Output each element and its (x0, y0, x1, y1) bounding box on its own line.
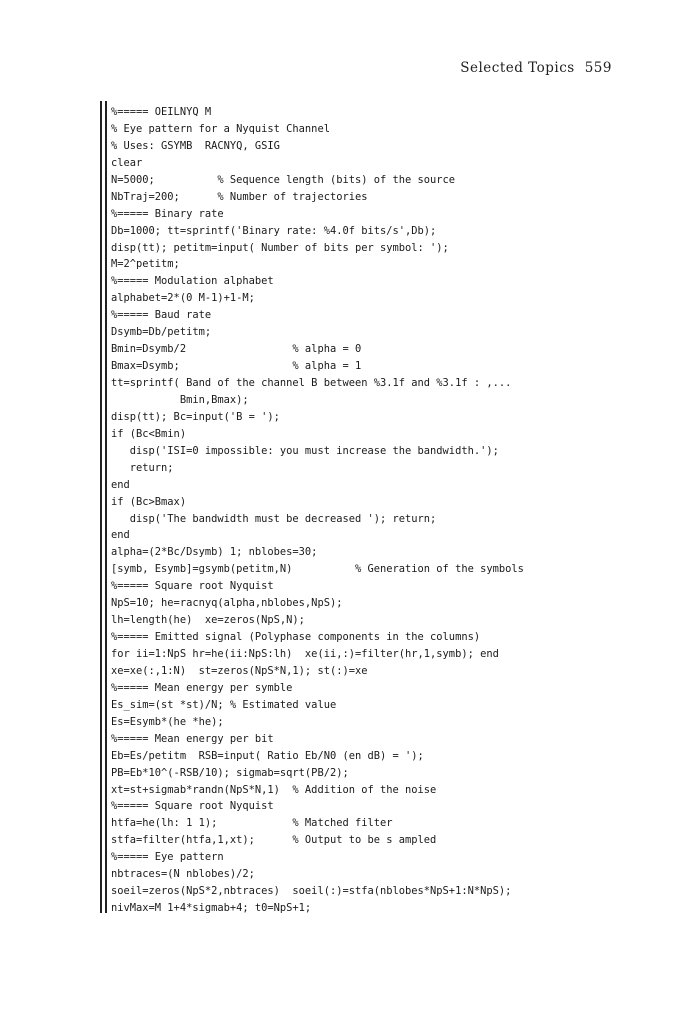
code-line: Dsymb=Db/petitm; (111, 326, 212, 339)
code-line: xe=xe(:,1:N) st=zeros(NpS*N,1); st(:)=xe (111, 664, 368, 677)
code-line: %===== OEILNYQ M (111, 106, 212, 118)
code-line: %===== Modulation alphabet (111, 275, 274, 288)
code-line: Eb=Es/petitm RSB=input( Ratio Eb/N0 (en dB) = '); (111, 749, 424, 762)
code-line: %===== Binary rate (111, 207, 224, 220)
code-line: soeil=zeros(NpS*2,nbtraces) soeil(:)=stfa(nblobes*NpS+1:N*NpS); (111, 885, 512, 898)
code-line: stfa=filter(htfa,1,xt); % Output to be s ampled (111, 834, 437, 847)
code-line: xt=st+sigmab*randn(NpS*N,1) % Addition of the noise (111, 783, 437, 796)
code-line: clear (111, 156, 143, 169)
code-line: disp(tt); Bc=input('B = '); (111, 410, 280, 423)
code-line: if (Bc>Bmax) (111, 495, 187, 508)
code-line: Es=Esymb*(he *he); (111, 715, 224, 728)
code-line: return; (111, 461, 174, 474)
code-line: nbtraces=(N nblobes)/2; (111, 868, 255, 881)
code-line: lh=length(he) xe=zeros(NpS,N); (111, 614, 305, 627)
code-line: NbTraj=200; % Number of trajectories (111, 190, 368, 203)
code-line: alphabet=2*(0 M-1)+1-M; (111, 292, 255, 305)
running-title: Selected Topics (460, 60, 575, 76)
code-line: %===== Square root Nyquist (111, 800, 274, 813)
code-line: %===== Square root Nyquist (111, 580, 274, 593)
code-line: %===== Mean energy per bit (111, 732, 274, 745)
code-line: tt=sprintf( Band of the channel B between %3.1f and %3.1f : ,... (111, 377, 512, 389)
left-rule (100, 101, 102, 913)
code-line: %===== Baud rate (111, 309, 212, 322)
code-line: htfa=he(lh: 1 1); % Matched filter (111, 817, 393, 830)
code-line: Es_sim=(st *st)/N; % Estimated value (111, 698, 337, 711)
code-line: N=5000; % Sequence length (bits) of the source (111, 173, 456, 186)
code-line: %===== Mean energy per symble (111, 681, 293, 694)
code-line: end (111, 478, 130, 491)
code-line: Bmin=Dsymb/2 % alpha = 0 (111, 343, 362, 356)
code-line: disp('The bandwidth must be decreased '); return; (111, 512, 437, 525)
code-line: Bmin,Bmax); (111, 393, 249, 406)
code-listing-frame (100, 101, 620, 913)
code-line: Db=1000; tt=sprintf('Binary rate: %4.0f bits/s',Db); (111, 224, 437, 237)
code-line: if (Bc<Bmin) (111, 427, 187, 440)
code-line: nivMax=M 1+4*sigmab+4; t0=NpS+1; (111, 902, 312, 915)
code-line: % Eye pattern for a Nyquist Channel (111, 122, 330, 135)
code-line: M=2^petitm; (111, 258, 180, 271)
page-number: 559 (584, 60, 612, 76)
code-line: end (111, 529, 130, 542)
code-line: for ii=1:NpS hr=he(ii:NpS:lh) xe(ii,:)=filter(hr,1,symb); end (111, 648, 499, 660)
code-line: % Uses: GSYMB RACNYQ, GSIG (111, 139, 280, 152)
code-line: NpS=10; he=racnyq(alpha,nblobes,NpS); (111, 597, 343, 610)
code-line: [symb, Esymb]=gsymb(petitm,N) % Generation of the symbols (111, 563, 524, 576)
code-line: %===== Eye pattern (111, 851, 224, 864)
code-line: Bmax=Dsymb; % alpha = 1 (111, 360, 362, 373)
code-listing (111, 104, 524, 917)
page-header (0, 60, 612, 76)
code-line: PB=Eb*10^(-RSB/10); sigmab=sqrt(PB/2); (111, 766, 349, 779)
code-line: %===== Emitted signal (Polyphase components in the columns) (111, 631, 481, 644)
code-line: disp(tt); petitm=input( Number of bits per symbol: '); (111, 241, 449, 254)
left-rule-inner (105, 101, 107, 913)
code-line: disp('ISI=0 impossible: you must increase the bandwidth.'); (111, 444, 499, 457)
code-line: alpha=(2*Bc/Dsymb) 1; nblobes=30; (111, 546, 318, 559)
